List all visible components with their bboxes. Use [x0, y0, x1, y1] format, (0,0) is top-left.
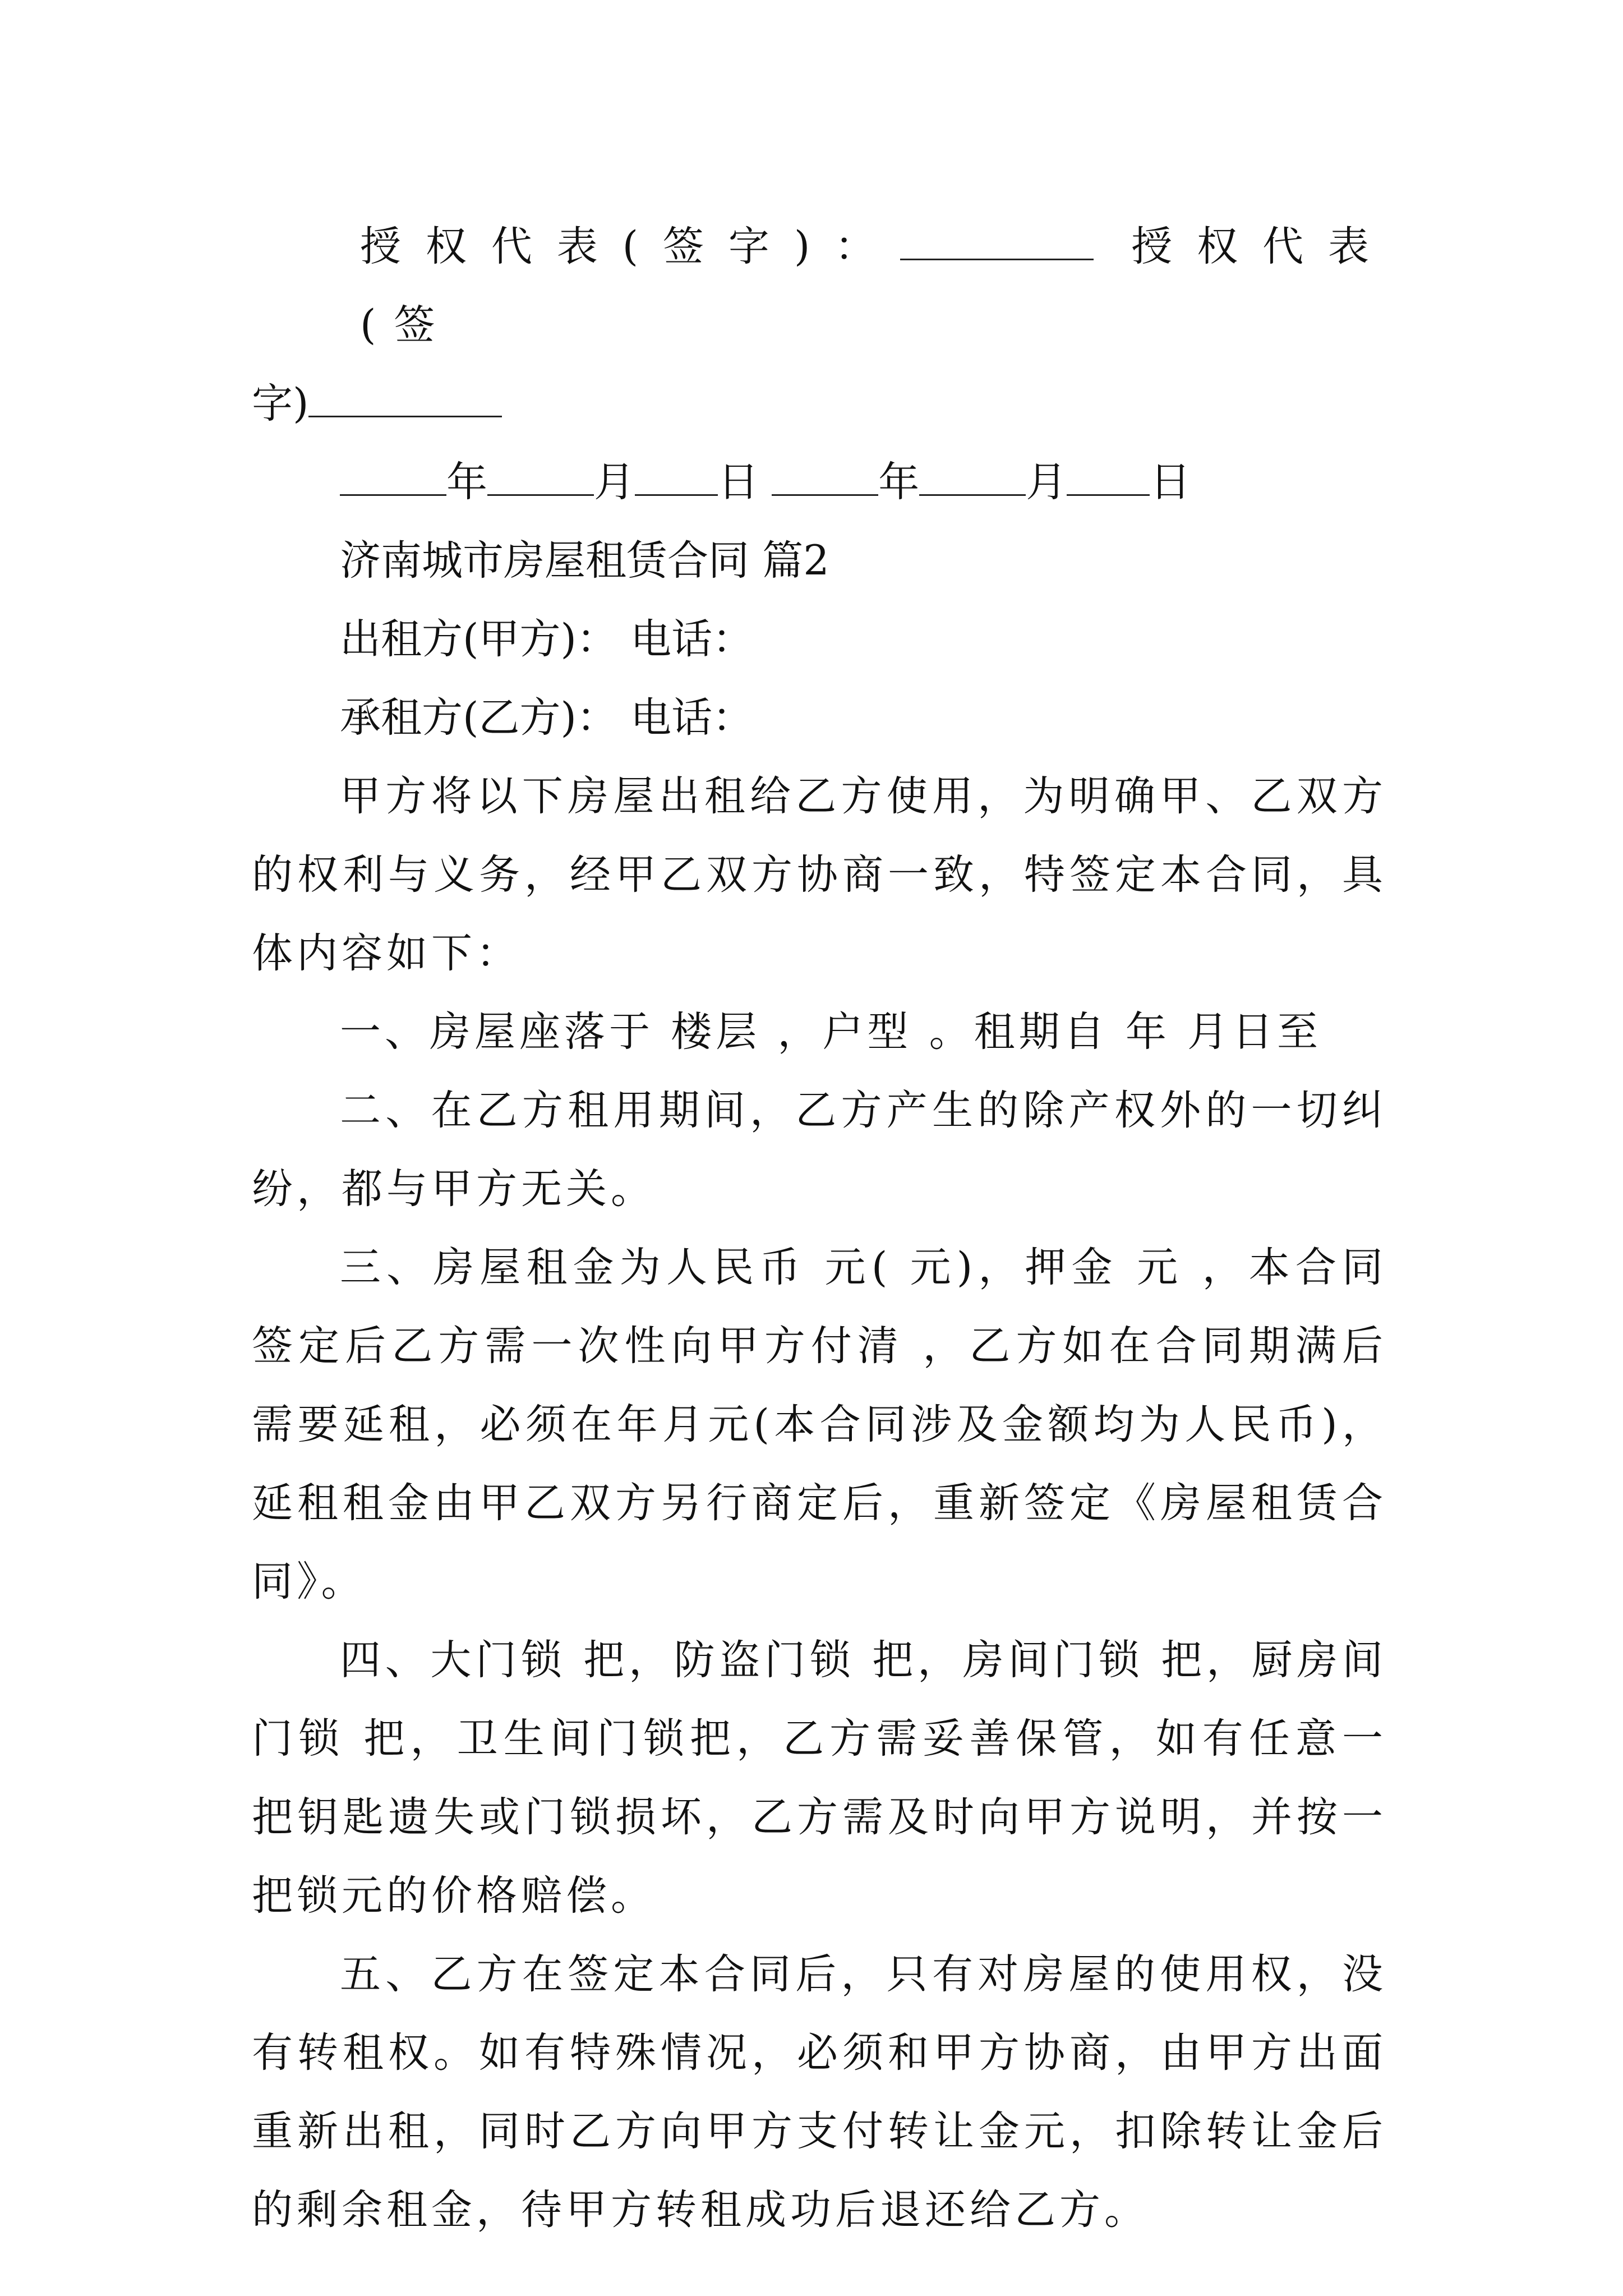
- month-label-b: 月: [1026, 458, 1067, 506]
- authorized-rep-label-b-end: 字): [252, 380, 309, 427]
- month-label-a: 月: [594, 458, 635, 506]
- date-row: [252, 443, 1387, 522]
- day-label-a: 日: [718, 458, 759, 506]
- day-label-b: 日: [1150, 458, 1191, 506]
- year-label-b: 年: [878, 458, 920, 506]
- clause-5-paragraph: 五、乙方在签定本合同后，只有对房屋的使用权，没有转租权。如有特殊情况，必须和甲方协商，由甲方出面重新出租，同时乙方向甲方支付转让金元，扣除转让金后的剩余租金，待甲方转租成功后退还给乙方。: [252, 1950, 1387, 2234]
- year-label-a: 年: [446, 458, 487, 506]
- document-body: [252, 208, 1387, 2249]
- lessee-line: 承租方(乙方)： 电话：: [340, 694, 754, 742]
- signature-line: [252, 208, 1387, 365]
- authorized-rep-label-b: 授权代表(签: [360, 223, 1387, 349]
- signature-blank-a[interactable]: [900, 250, 1094, 260]
- section-title: 济南城市房屋租赁合同 篇2: [340, 537, 829, 585]
- month-blank-b[interactable]: [919, 485, 1026, 496]
- year-blank-b[interactable]: [772, 485, 878, 496]
- year-blank-a[interactable]: [340, 485, 446, 496]
- day-blank-a[interactable]: [635, 485, 718, 496]
- day-blank-b[interactable]: [1067, 485, 1150, 496]
- clause-2-paragraph: 二、在乙方租用期间，乙方产生的除产权外的一切纠纷，都与甲方无关。: [252, 1087, 1387, 1213]
- month-blank-a[interactable]: [487, 485, 594, 496]
- lessor-line: 出租方(甲方)： 电话：: [340, 615, 754, 663]
- clause-4-paragraph: 四、大门锁 把，防盗门锁 把，房间门锁 把，厨房间门锁 把，卫生间门锁把，乙方需妥善保管，如有任意一把钥匙遗失或门锁损坏，乙方需及时向甲方说明，并按一把锁元的价格赔偿。: [252, 1636, 1387, 1920]
- signature-line-continued: [252, 365, 1387, 443]
- intro-paragraph: 甲方将以下房屋出租给乙方使用，为明确甲、乙双方的权利与义务，经甲乙双方协商一致，特签定本合同，具体内容如下：: [252, 772, 1387, 977]
- clause-3-paragraph: 三、房屋租金为人民币 元( 元)，押金 元 ，本合同签定后乙方需一次性向甲方付清 ，乙方如在合同期满后需要延租，必须在年月元(本合同涉及金额均为人民币)，延租租金由甲乙双方另行商定后，重新签定《房屋租赁合同》。: [252, 1244, 1387, 1605]
- clause-1-paragraph: 一、房屋座落于 楼层 ，户型 。租期自 年 月日至: [340, 1008, 1322, 1056]
- authorized-rep-label-a: 授权代表(签字)：: [360, 223, 901, 270]
- signature-blank-b[interactable]: [308, 407, 502, 417]
